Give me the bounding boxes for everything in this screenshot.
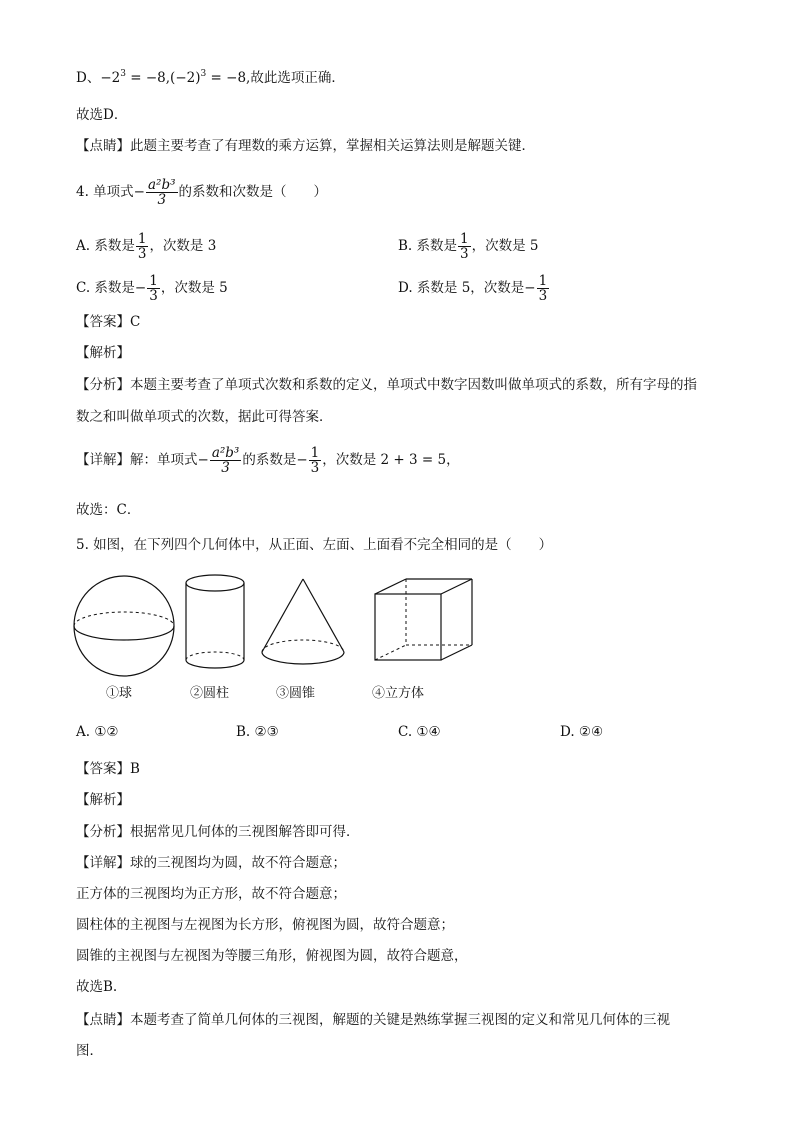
q4-fenxi-line-1: 【分析】本题主要考查了单项式次数和系数的定义，单项式中数字因数叫做单项式的系数，所有字母的指: [76, 377, 697, 393]
caption-sphere: ①球: [106, 686, 133, 701]
caption-cone: ③圆锥: [276, 686, 316, 701]
cylinder-figure: [182, 572, 252, 674]
q4-stem: 4. 单项式− $\frac{\text{a²b³}}{3}$ 的系数和次数是（ ）: [76, 177, 327, 208]
q4-stem-fraction: $\frac{\text{a²b³}}{3}$: [147, 177, 176, 208]
q5-choose: 故选B.: [76, 979, 118, 995]
q5-stem: 5. 如图，在下列四个几何体中，从正面、左面、上面看不完全相同的是（ ）: [76, 537, 553, 553]
comment-tag: 【点睛】: [76, 138, 130, 154]
q5-comment-line-1: 【点睛】本题考查了简单几何体的三视图，解题的关键是熟练掌握三视图的定义和常见几何体的三视: [76, 1012, 670, 1028]
q4-answer: 【答案】C: [76, 314, 141, 330]
q4-choose: 故选：C．: [76, 502, 141, 518]
q5-detail-line-3: 圆柱体的主视图与左视图为长方形，俯视图为圆，故符合题意；: [76, 917, 454, 933]
q4-option-a: A. 系数是 $\frac{1}{3}$ ，次数是 3: [76, 231, 217, 262]
sphere-figure: [70, 572, 180, 682]
q4-option-b: B. 系数是 $\frac{1}{3}$ ，次数是 5: [398, 231, 539, 262]
q5-answer: 【答案】B: [76, 761, 140, 777]
q4-detail: 【详解】解：单项式− $\frac{\text{a²b³}}{3}$ 的系数是− $\frac{1}{3}$ ，次数是 2 + 3 = 5，: [76, 445, 460, 476]
q5-detail-line-4: 圆锥的主视图与左视图为等腰三角形，俯视图为圆，故符合题意，: [76, 948, 468, 964]
q5-option-b: B. ②③: [236, 724, 279, 740]
q4-option-c: C. 系数是− $\frac{1}{3}$ ，次数是 5: [76, 273, 228, 304]
q5-analysis-heading: 【解析】: [76, 792, 130, 808]
cone-figure: [258, 576, 350, 678]
caption-cylinder: ②圆柱: [190, 686, 230, 701]
q5-option-c: C. ①④: [398, 724, 441, 740]
q5-option-d: D. ②④: [560, 724, 604, 740]
q3-option-d-line: D、$-2^3 = -8,(-2)^3 = -8$,故此选项正确．: [76, 69, 345, 86]
q5-detail-line-1: 【详解】球的三视图均为圆，故不符合题意；: [76, 855, 346, 871]
q5-fenxi: 【分析】根据常见几何体的三视图解答即可得．: [76, 824, 360, 840]
cube-figure: [370, 574, 478, 666]
q4-fenxi-line-2: 数之和叫做单项式的次数，据此可得答案．: [76, 409, 333, 425]
q3-choose: 故选D．: [76, 107, 128, 123]
q3-comment: 【点睛】此题主要考查了有理数的乘方运算，掌握相关运算法则是解题关键．: [76, 138, 535, 154]
q4-option-d: D. 系数是 5，次数是− $\frac{1}{3}$: [398, 273, 548, 304]
q5-option-a: A. ①②: [76, 724, 119, 740]
caption-cube: ④立方体: [372, 686, 425, 701]
q5-comment-line-2: 图．: [76, 1043, 103, 1059]
q5-detail-line-2: 正方体的三视图均为正方形，故不符合题意；: [76, 886, 346, 902]
q4-analysis-heading: 【解析】: [76, 345, 130, 361]
